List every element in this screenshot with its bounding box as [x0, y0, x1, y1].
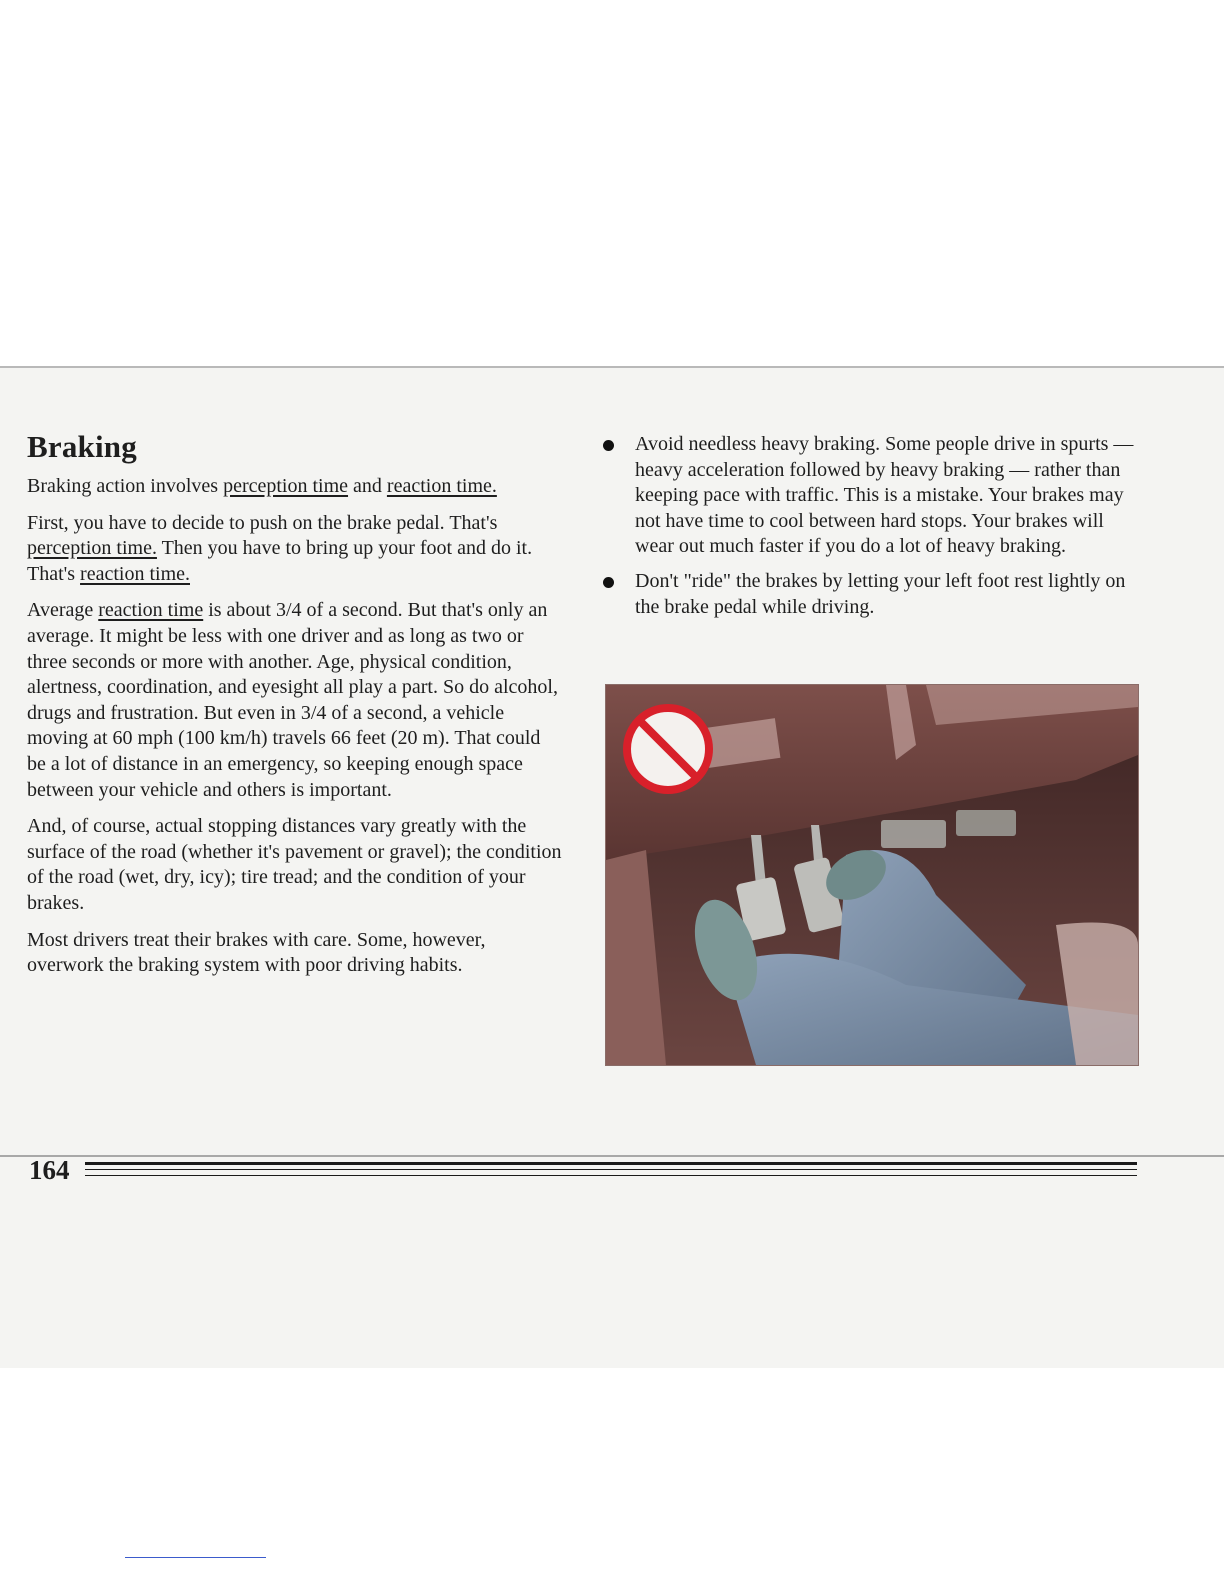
perception-time-term: perception time	[223, 475, 349, 497]
bullet-icon	[603, 577, 614, 588]
para2-text-2: Then you have to bring up your foot and do it. That's	[27, 537, 533, 585]
reaction-time-term: reaction time	[98, 599, 204, 622]
intro-paragraph	[27, 474, 562, 500]
intro-text-2: and	[348, 475, 387, 497]
reaction-time-term: reaction time.	[386, 475, 497, 497]
footer-rule-thick	[85, 1162, 1137, 1165]
under-dash-vent	[956, 810, 1016, 836]
underline-mark	[125, 1557, 266, 1558]
para2-text-1: First, you have to decide to push on the brake pedal. That's	[27, 511, 498, 534]
footer-rule-thin	[85, 1175, 1137, 1176]
under-dash-vent	[881, 820, 946, 848]
section-title: Braking	[27, 429, 137, 464]
perception-time-term: perception time.	[27, 537, 157, 560]
reaction-time-paragraph	[27, 598, 562, 803]
reaction-time-term: reaction time.	[80, 562, 190, 585]
page-bottom-edge	[0, 1155, 1224, 1157]
illustration-svg	[606, 685, 1138, 1065]
braking-tips-list	[603, 432, 1143, 620]
footer-rule-thin	[85, 1169, 1137, 1170]
footer-rules	[85, 1162, 1137, 1181]
stopping-distance-paragraph: And, of course, actual stopping distances vary greatly with the surface of the road (whether it's pavement or gravel); the condition of the road (wet, dry, icy); tire tread; and the condition of your brakes.	[27, 815, 562, 914]
manual-page	[0, 366, 1224, 1368]
bullet-text: Don't "ride" the brakes by letting your left foot rest lightly on the brake pedal while driving.	[635, 569, 1126, 618]
bullet-icon	[603, 440, 614, 451]
list-item	[603, 569, 1143, 620]
list-item	[603, 432, 1143, 560]
para3-text-2: is about 3/4 of a second. But that's only an average. It might be less with one driver and as long as two or three seconds or more with another. Age, physical condition, alertness, coordination, and eyesight all play a part. So do alcohol, drugs and frustration. But even in 3/4 of a second, a vehicle moving at 60 mph (100 km/h) travels 66 feet (20 m). That could be a lot of distance in an emergency, so keeping enough space between your vehicle and others is important.	[27, 599, 558, 801]
intro-text-1: Braking action involves	[27, 475, 224, 497]
para3-text-1: Average	[27, 599, 99, 622]
driving-habits-paragraph: Most drivers treat their brakes with care. Some, however, overwork the braking system with poor driving habits.	[27, 928, 486, 977]
page-footer	[27, 1152, 1137, 1188]
perception-paragraph	[27, 511, 562, 588]
right-column	[603, 432, 1143, 629]
left-column	[27, 428, 562, 990]
no-symbol-icon	[627, 708, 709, 790]
foot-on-brake-illustration	[605, 684, 1139, 1066]
page-number: 164	[29, 1155, 70, 1185]
bullet-text: Avoid needless heavy braking. Some people drive in spurts — heavy acceleration followed by heavy braking — rather than keeping pace with traffic. This is a mistake. Your brakes may not have time to cool between hard stops. Your brakes will wear out much faster if you do a lot of heavy braking.	[635, 433, 1134, 558]
